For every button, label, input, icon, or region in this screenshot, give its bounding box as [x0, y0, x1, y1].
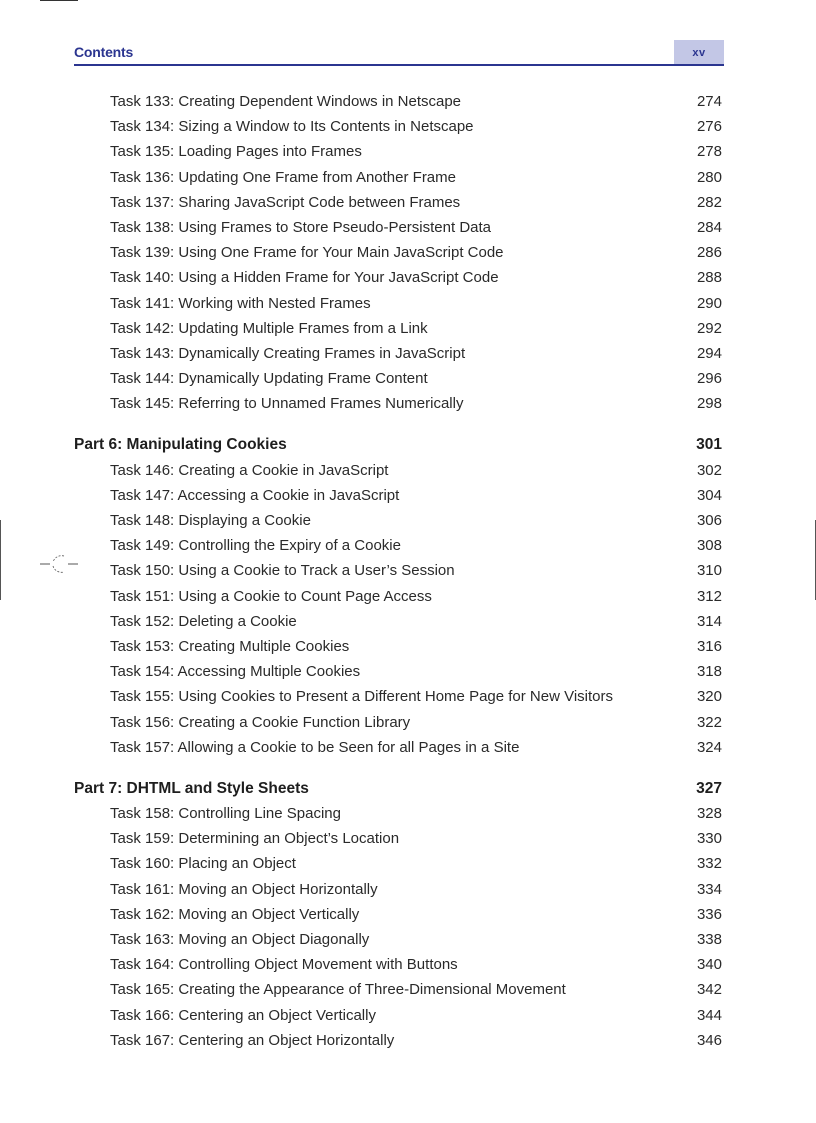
toc-entry[interactable] [74, 1028, 724, 1053]
toc-entry[interactable] [74, 684, 724, 709]
toc-entry[interactable] [74, 190, 724, 215]
toc-entry[interactable] [74, 139, 724, 164]
toc-entry[interactable] [74, 1003, 724, 1028]
toc-entry[interactable] [74, 508, 724, 533]
toc-entry-label: Task 164: Controlling Object Movement with Buttons [110, 956, 458, 974]
toc-entry[interactable] [74, 458, 724, 483]
toc-entry-label: Task 135: Loading Pages into Frames [110, 143, 362, 161]
toc-entry-page: 322 [696, 713, 722, 731]
part-heading-page: 301 [696, 436, 722, 454]
toc-entry-label: Task 166: Centering an Object Vertically [110, 1006, 376, 1024]
toc-entry-label: Task 136: Updating One Frame from Another Frame [110, 168, 456, 186]
toc-entry-label: Task 140: Using a Hidden Frame for Your JavaScript Code [110, 269, 499, 287]
toc-entry-page: 328 [696, 805, 722, 823]
table-of-contents [74, 89, 724, 1053]
toc-entry-label: Task 151: Using a Cookie to Count Page Access [110, 587, 432, 605]
toc-part-heading-7[interactable] [74, 776, 724, 801]
toc-entry[interactable] [74, 927, 724, 952]
toc-entry-label: Task 150: Using a Cookie to Track a User’s Session [110, 562, 455, 580]
toc-entry-label: Task 143: Dynamically Creating Frames in JavaScript [110, 344, 466, 362]
toc-entry[interactable] [74, 558, 724, 583]
toc-entry-label: Task 161: Moving an Object Horizontally [110, 880, 378, 898]
toc-entry-page: 316 [696, 637, 722, 655]
toc-entry-label: Task 156: Creating a Cookie Function Library [110, 713, 411, 731]
toc-entry[interactable] [74, 952, 724, 977]
toc-entry-page: 338 [696, 931, 722, 948]
toc-entry[interactable] [74, 291, 724, 316]
toc-entry-page: 282 [696, 193, 722, 211]
toc-entry[interactable] [74, 851, 724, 876]
toc-entry-label: Task 148: Displaying a Cookie [110, 512, 311, 529]
toc-entry-page: 342 [696, 981, 722, 999]
toc-entry-page: 312 [696, 587, 722, 605]
toc-part-heading-6[interactable] [74, 432, 724, 457]
toc-entry[interactable] [74, 240, 724, 265]
crop-mark-left [0, 520, 1, 600]
toc-entry[interactable] [74, 877, 724, 902]
toc-entry-label: Task 141: Working with Nested Frames [110, 294, 371, 312]
toc-entry-page: 290 [696, 294, 722, 312]
toc-entry-label: Task 146: Creating a Cookie in JavaScript [110, 461, 389, 479]
header-title: Contents [74, 44, 134, 60]
header-rule [74, 64, 724, 66]
toc-entry-label: Task 134: Sizing a Window to Its Contents in Netscape [110, 118, 474, 136]
toc-entry[interactable] [74, 659, 724, 684]
crop-mark-top [40, 0, 78, 1]
toc-entry[interactable] [74, 215, 724, 240]
toc-entry-page: 310 [696, 562, 722, 580]
toc-entry-page: 344 [696, 1006, 722, 1024]
toc-entry-page: 332 [696, 855, 722, 873]
toc-entry-page: 308 [696, 537, 722, 555]
toc-entry[interactable] [74, 801, 724, 826]
toc-entry-label: Task 155: Using Cookies to Present a Different Home Page for New Visitors [110, 688, 614, 706]
toc-entry[interactable] [74, 316, 724, 341]
toc-entry-label: Task 157: Allowing a Cookie to be Seen for all Pages in a Site [110, 738, 520, 756]
toc-entry-label: Task 137: Sharing JavaScript Code between Frames [110, 193, 461, 211]
toc-entry[interactable] [74, 391, 724, 416]
toc-entry[interactable] [74, 341, 724, 366]
part-heading-label: Part 7: DHTML and Style Sheets [74, 779, 309, 797]
toc-entry[interactable] [74, 165, 724, 190]
toc-entry-page: 320 [696, 688, 722, 706]
toc-entry-page: 280 [696, 168, 722, 186]
toc-entry[interactable] [74, 735, 724, 760]
toc-entry-page: 292 [696, 319, 722, 337]
toc-entry-page: 284 [696, 218, 722, 236]
toc-entry-label: Task 133: Creating Dependent Windows in Netscape [110, 93, 462, 110]
toc-entry-page: 276 [696, 118, 722, 136]
part-heading-label: Part 6: Manipulating Cookies [74, 436, 287, 454]
toc-entry[interactable] [74, 483, 724, 508]
toc-entry-page: 324 [696, 738, 722, 756]
toc-entry-page: 304 [696, 486, 722, 504]
toc-entry-page: 314 [696, 612, 722, 630]
toc-entry-page: 274 [696, 93, 722, 110]
toc-entry-label: Task 159: Determining an Object’s Location [110, 830, 400, 848]
toc-entry[interactable] [74, 265, 724, 290]
toc-entry[interactable] [74, 366, 724, 391]
toc-entry[interactable] [74, 902, 724, 927]
toc-entry-label: Task 165: Creating the Appearance of Three-Dimensional Movement [110, 981, 566, 999]
page-number-badge: xv [674, 40, 724, 64]
toc-entry-page: 278 [696, 143, 722, 161]
toc-entry-label: Task 152: Deleting a Cookie [110, 612, 297, 630]
toc-entry[interactable] [74, 89, 724, 114]
toc-entry-label: Task 139: Using One Frame for Your Main JavaScript Code [110, 244, 504, 262]
toc-entry-label: Task 153: Creating Multiple Cookies [110, 637, 350, 655]
toc-entry[interactable] [74, 609, 724, 634]
toc-entry[interactable] [74, 533, 724, 558]
toc-entry-page: 296 [696, 370, 722, 388]
toc-entry-label: Task 145: Referring to Unnamed Frames Numerically [110, 395, 464, 413]
toc-entry-label: Task 162: Moving an Object Vertically [110, 905, 360, 923]
toc-entry[interactable] [74, 826, 724, 851]
toc-entry-page: 302 [696, 461, 722, 479]
toc-entry-label: Task 167: Centering an Object Horizontally [110, 1031, 395, 1049]
running-header [74, 40, 724, 66]
toc-entry-page: 334 [696, 880, 722, 898]
part-heading-page: 327 [696, 779, 722, 797]
toc-entry-page: 294 [696, 344, 722, 362]
toc-entry-page: 340 [696, 956, 722, 974]
toc-entry[interactable] [74, 584, 724, 609]
toc-entry-label: Task 160: Placing an Object [110, 855, 296, 873]
toc-entry-label: Task 163: Moving an Object Diagonally [110, 931, 370, 948]
toc-entry-page: 346 [696, 1031, 722, 1049]
toc-entry-page: 336 [696, 905, 722, 923]
toc-entry-label: Task 154: Accessing Multiple Cookies [110, 663, 361, 681]
toc-entry-page: 286 [696, 244, 722, 262]
toc-entry-page: 330 [696, 830, 722, 848]
toc-entry-page: 288 [696, 269, 722, 287]
toc-entry-label: Task 158: Controlling Line Spacing [110, 805, 341, 823]
toc-entry-label: Task 147: Accessing a Cookie in JavaScript [110, 486, 400, 504]
toc-entry-label: Task 144: Dynamically Updating Frame Content [110, 370, 428, 388]
toc-entry[interactable] [74, 634, 724, 659]
toc-entry-label: Task 138: Using Frames to Store Pseudo-Persistent Data [110, 218, 492, 236]
toc-entry-page: 318 [696, 663, 722, 681]
toc-entry[interactable] [74, 710, 724, 735]
toc-entry-label: Task 142: Updating Multiple Frames from a Link [110, 319, 428, 337]
toc-entry-page: 306 [696, 512, 722, 529]
toc-entry[interactable] [74, 977, 724, 1002]
toc-entry[interactable] [74, 114, 724, 139]
toc-entry-page: 298 [696, 395, 722, 413]
toc-entry-label: Task 149: Controlling the Expiry of a Cookie [110, 537, 401, 555]
